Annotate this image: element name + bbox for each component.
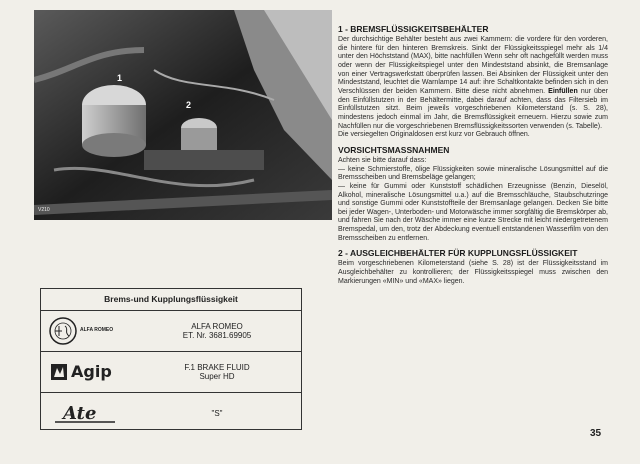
logo-text: Agip <box>71 362 112 381</box>
text-column <box>338 24 608 286</box>
agip-logo <box>49 358 127 386</box>
section-1-body: Der durchsichtige Behälter besteht aus zwei Kammern: die vordere für den vorderen, die hintere für den hinteren Bremskreis. Sinkt der Flüssigkeitsspiegel mehr als 1/4 unter den Höchststand (MAX), bitte nachfüllen Wenn sehr oft nachgefüllt werden muss oder wenn der Flüssigkeitspiegel unter den Mindeststand absinkt, die Bremsanlage von einer Vertragswerkstatt überprüfen lassen. Bei Absinken der Flüssigkeit unter den Mindeststand, leuchtet die Warnlampe 14 auf: ihre Schaltkontakte befinden sich in den Verschlüssen der beiden Kammern. Bitte diese nicht abnehmen. Einfüllen nur über den Einfüllstutzen in der Behältermitte, dabei darauf achten, dass das Filtersieb im Einfüllstutzen sitzt. Beim jeweils vorgeschriebenen Kilometerstand (s. S. 28), mindestens jedoch einmal im Jahr, die Bremsflüssigkeit erneuern. Hierzu sowie zum Nachfüllen nur die vorgeschriebenen Bremsflüssigkeitssorten verwenden (s. Tabelle). <box>338 36 609 130</box>
photo-code: V210 <box>38 207 50 213</box>
alfa-romeo-logo <box>49 317 127 345</box>
table-row <box>41 393 301 433</box>
section-1-note: Die versiegelten Originaldosen erst kurz vor Gebrauch öffnen. <box>338 131 530 139</box>
section-1-heading: 1 - BREMSFLÜSSIGKEITSBEHÄLTER <box>338 24 489 34</box>
logo-text: Ate <box>63 403 97 424</box>
product-code: ET. Nr. 3681.69905 <box>182 331 252 340</box>
callout-1: 1 <box>117 73 123 83</box>
engine-bay-photo <box>34 10 332 220</box>
page-number: 35 <box>590 428 602 439</box>
callout-2: 2 <box>186 100 192 110</box>
section-2-heading: 2 - AUSGLEICHBEHÄLTER FÜR KUPPLUNGSFLÜSSIGKEIT <box>338 248 578 259</box>
product-name: ALFA ROMEO <box>191 322 243 331</box>
bold-term: Einfüllen <box>548 87 578 95</box>
ate-logo <box>49 399 127 427</box>
table-row <box>41 311 301 352</box>
logo-text: ALFA ROMEO <box>80 327 114 333</box>
product-name: "S" <box>211 408 223 418</box>
product-name: F.1 BRAKE FLUID <box>184 363 250 372</box>
fluid-table <box>40 288 302 430</box>
table-title: Brems-und Kupplungsflüssigkeit <box>41 289 301 311</box>
warnings-heading: VORSICHTSMASSNAHMEN <box>338 144 450 155</box>
warnings-intro: Achten sie bitte darauf dass: <box>338 156 427 164</box>
product-code: Super HD <box>199 372 235 381</box>
warning-item: — keine für Gummi oder Kunststoff schädlichen Erzeugnisse (Benzin, Dieselöl, Alkohol, mineralische Lösungsmittel u.a.) auf die Bremsschläuche, Staubschutzringe und sonstige Gummi oder Kunststoffteile der Bremsanlage gelangen. Decken Sie bitte bei jeder Wagen-, Unterboden- und Motorwäsche immer sorgfältig die Bremskörper ab, und fahren Sie nach der Wäsche immer eine kurze Strecke mit leicht niedergetretenem Bremspedal, um den, trotz der Abdeckung eventuell entstandenen Wasserfilm von den Bremsscheiben zu entfernen. <box>338 182 608 242</box>
section-2-body: Beim vorgeschriebenen Kilometerstand (siehe S. 28) ist der Flüssigkeitsstand im Ausgleichbehälter zu kontrollieren; der Flüssigkeitsspiegel muss zwischen den Markierungen «MIN» und «MAX» liegen. <box>338 260 608 285</box>
table-row <box>41 352 301 393</box>
warning-item: — keine Schmierstoffe, ölige Flüssigkeiten sowie mineralische Lösungsmittel auf die Bremsscheiben und Bremsbeläge gelangen; <box>338 165 608 182</box>
